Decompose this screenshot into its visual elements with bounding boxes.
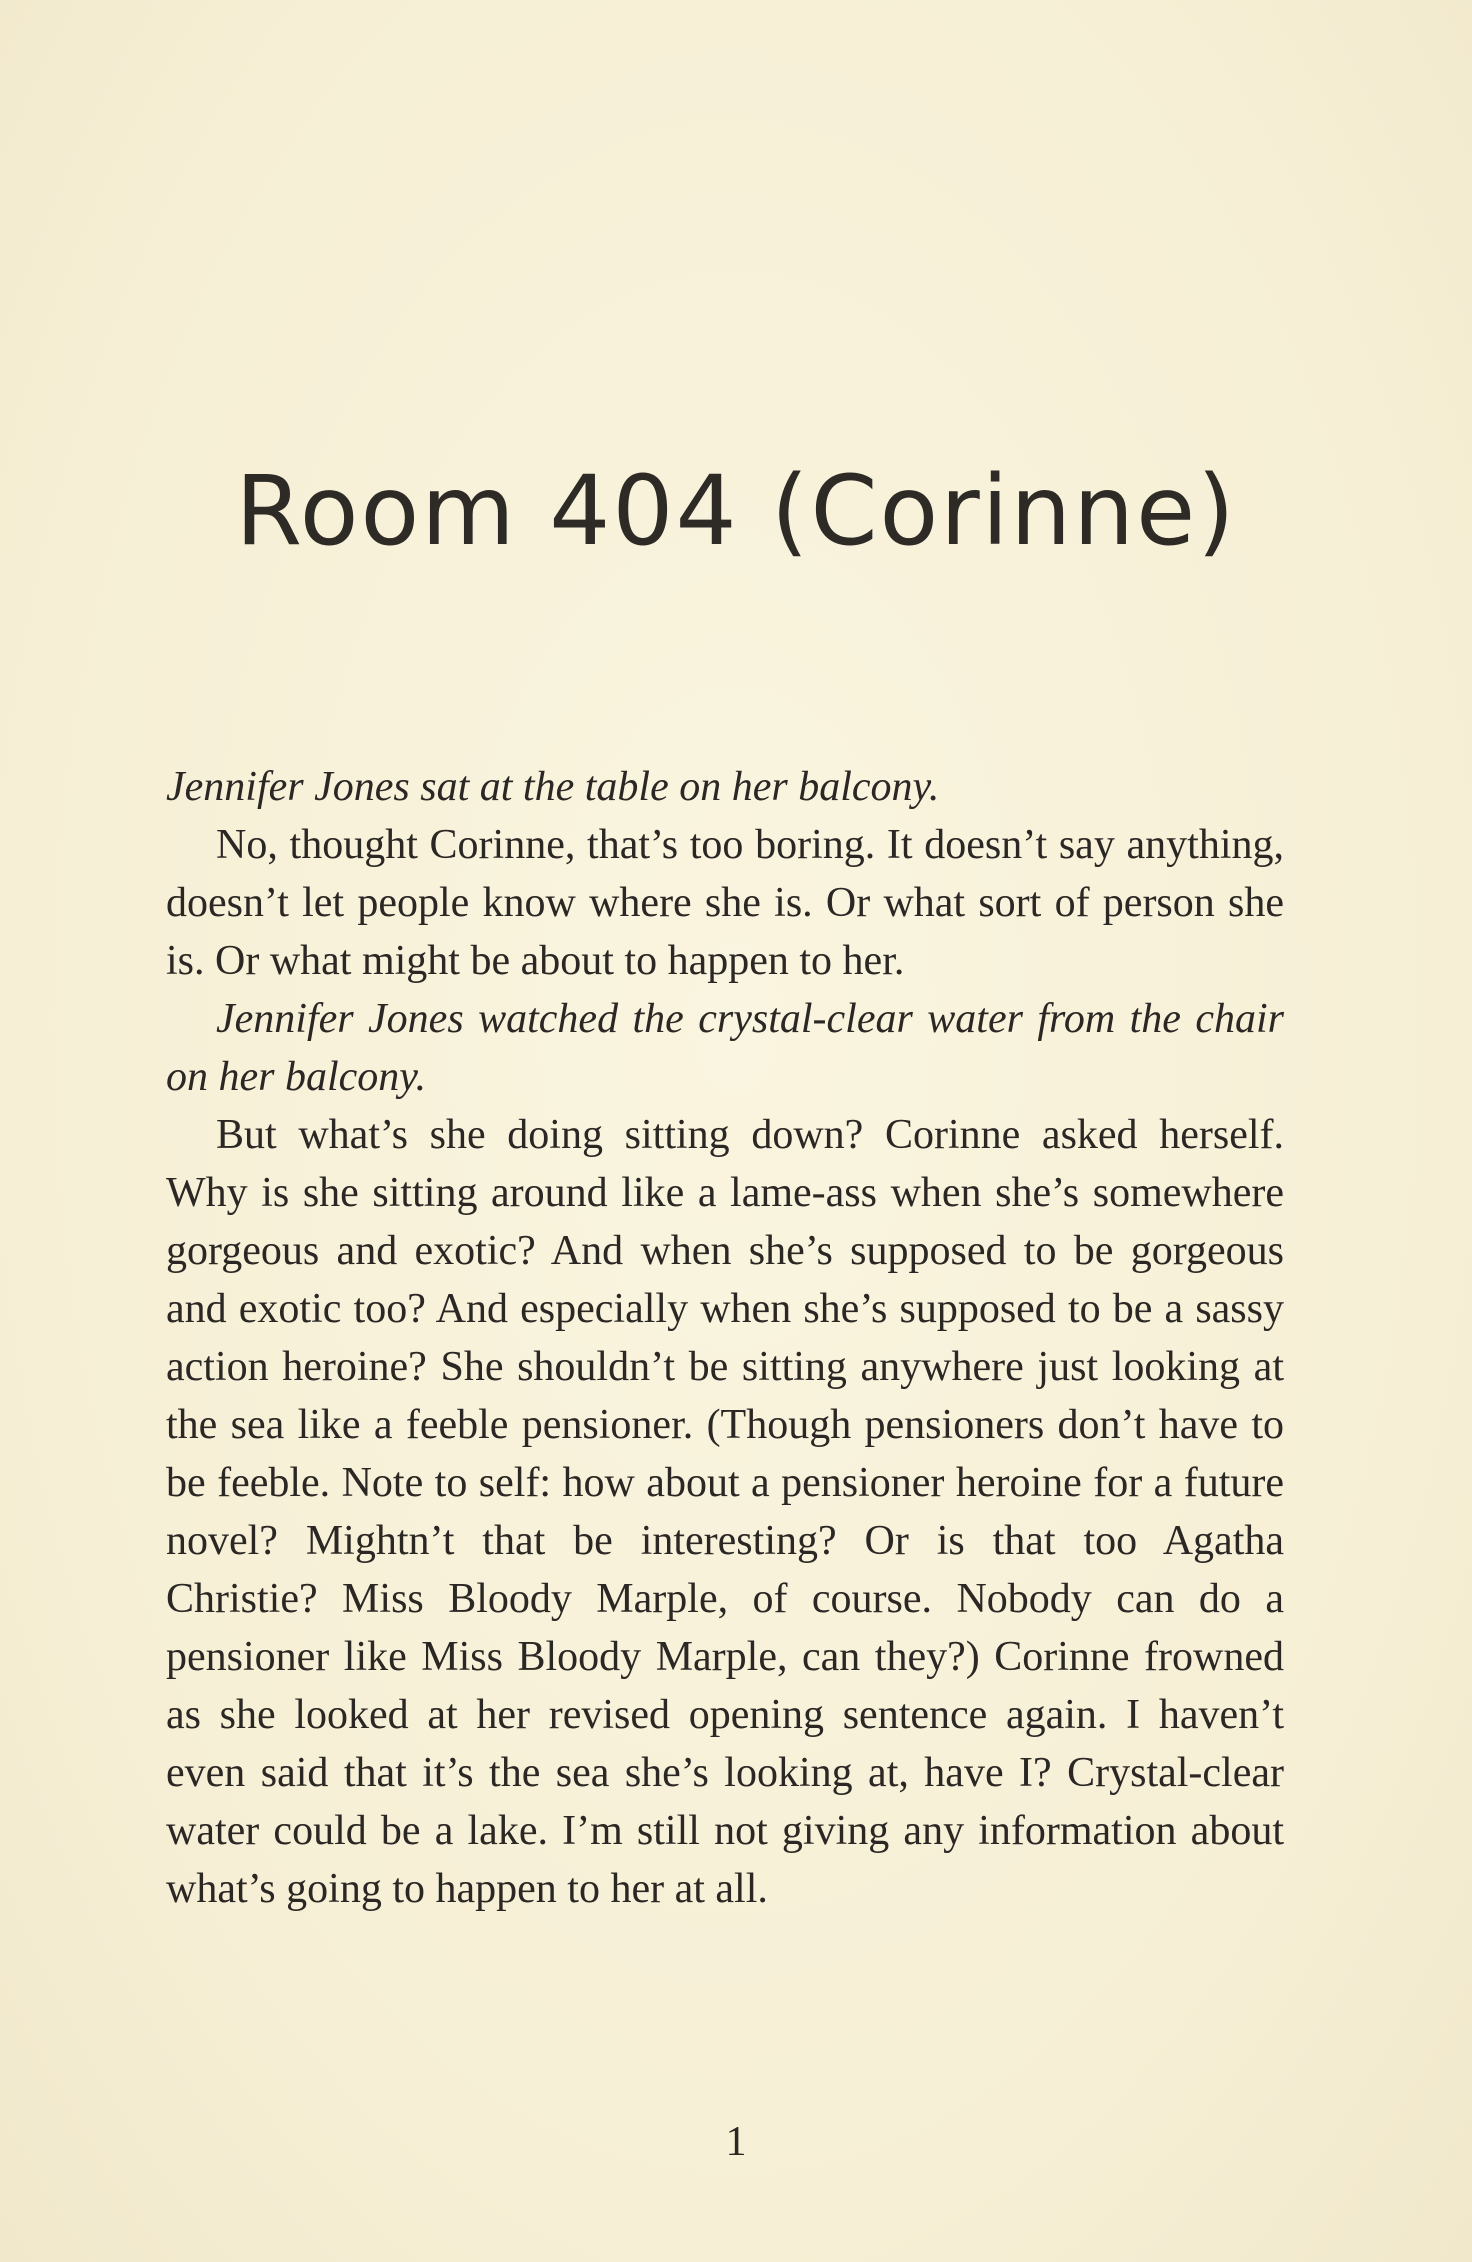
paragraph-4: But what’s she doing sitting down? Corinne asked herself. Why is she sitting around like a lame-ass when she’s somewhere gorgeous and exotic? And when she’s supposed to be gorgeous and exotic too? And especially when she’s supposed to be a sassy action heroine? She shouldn’t be sitting anywhere just looking at the sea like a feeble pensioner. (Though pensioners don’t have to be feeble. Note to self: how about a pensioner heroine for a future novel? Mightn’t that be interesting? Or is that too Agatha Christie? Miss Bloody Marple, of course. Nobody can do a pensioner like Miss Bloody Marple, can they?) Corinne frowned as she looked at her revised opening sentence again. I haven’t even said that it’s the sea she’s looking at, have I? Crystal-clear water could be a lake. I’m still not giving any information about what’s going to happen to her at all. <box>166 1112 1284 1912</box>
page-number: 1 <box>725 2119 747 2165</box>
paragraph-3: Jennifer Jones watched the crystal-clear water from the chair on her balcony. <box>166 996 1284 1100</box>
chapter-title: Room 404 (Corinne) <box>235 455 1237 567</box>
paragraph-2: No, thought Corinne, that’s too boring. It doesn’t say anything, doesn’t let people know where she is. Or what sort of person she is. Or what might be about to happen to her. <box>166 822 1284 984</box>
body-text <box>166 758 1284 1918</box>
paragraph-1: Jennifer Jones sat at the table on her balcony. <box>166 764 940 810</box>
